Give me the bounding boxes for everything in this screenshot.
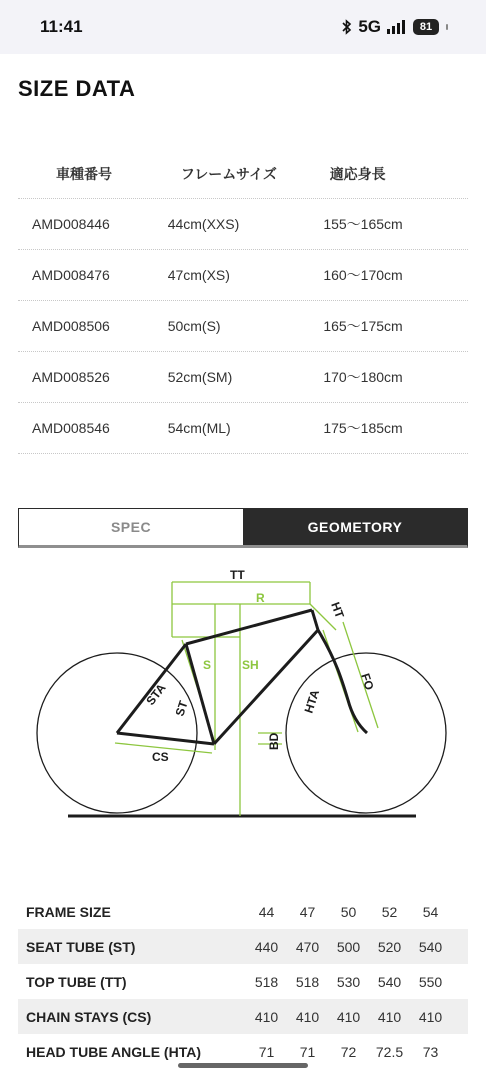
cell-value: 52 [381, 903, 398, 920]
table-row [18, 929, 468, 964]
label-sh: SH [242, 658, 259, 672]
cell-value: 410 [418, 1008, 443, 1025]
status-time: 11:41 [40, 17, 83, 36]
label-bd: BD [267, 732, 281, 750]
label-hta: HTA [301, 687, 323, 715]
label-st: ST [172, 699, 191, 718]
cell-value: 73 [422, 1043, 439, 1060]
cell-value: 71 [258, 1043, 275, 1060]
cell-value: 470 [295, 938, 320, 955]
label-r: R [256, 591, 265, 605]
cell-value: 47 [299, 903, 316, 920]
cell-value: 440 [254, 938, 279, 955]
label-tt: TT [230, 568, 245, 582]
battery-tip [446, 24, 448, 30]
table-row [18, 894, 468, 929]
table-row [18, 964, 468, 999]
cell-value: 518 [295, 973, 320, 990]
row-label: CHAIN STAYS (CS) [26, 1008, 152, 1025]
tab-geometry[interactable]: GEOMETORY [243, 509, 467, 545]
model-number: AMD008506 [32, 318, 110, 334]
network-type: 5G [358, 17, 381, 36]
height-range: 165〜175cm [323, 318, 403, 334]
label-cs: CS [152, 750, 169, 764]
battery-icon: 81 [413, 19, 439, 35]
cell-value: 530 [336, 973, 361, 990]
cell-value: 540 [418, 938, 443, 955]
cell-value: 500 [336, 938, 361, 955]
height-range: 160〜170cm [323, 267, 403, 283]
label-s: S [203, 658, 212, 672]
tab-spec[interactable]: SPEC [19, 509, 243, 545]
cell-value: 44 [258, 903, 275, 920]
cell-value: 520 [377, 938, 402, 955]
row-label: HEAD TUBE ANGLE (HTA) [26, 1043, 201, 1060]
model-number: AMD008446 [32, 216, 110, 232]
cell-value: 54 [422, 903, 439, 920]
row-label: FRAME SIZE [26, 903, 111, 920]
cell-value: 410 [254, 1008, 279, 1025]
geometry-table [18, 894, 468, 1069]
model-number: AMD008476 [32, 267, 110, 283]
frame-size: 47cm(XS) [167, 267, 230, 283]
frame-size: 50cm(S) [167, 318, 221, 334]
label-fo: FO [358, 671, 377, 692]
bike-frame [117, 610, 367, 744]
height-range: 170〜180cm [323, 369, 403, 385]
spec-geometry-tabs [18, 508, 468, 548]
size-table-header [18, 150, 468, 199]
bluetooth-icon [342, 19, 352, 35]
cell-value: 72.5 [375, 1043, 404, 1060]
model-number: AMD008526 [32, 369, 110, 385]
table-row [18, 999, 468, 1034]
label-sta: STA [143, 681, 169, 708]
header-frame-size: フレームサイズ [180, 166, 277, 182]
model-number: AMD008546 [32, 420, 110, 436]
geometry-diagram [0, 560, 486, 830]
cell-value: 72 [340, 1043, 357, 1060]
cell-value: 410 [377, 1008, 402, 1025]
height-range: 155〜165cm [323, 216, 403, 232]
row-label: TOP TUBE (TT) [26, 973, 127, 990]
header-height-range: 適応身長 [329, 166, 386, 182]
status-bar [0, 0, 486, 54]
table-row [18, 301, 468, 352]
frame-size: 44cm(XXS) [167, 216, 240, 232]
cell-value: 71 [299, 1043, 316, 1060]
cell-value: 410 [295, 1008, 320, 1025]
table-row [18, 250, 468, 301]
table-row [18, 403, 468, 454]
cell-value: 550 [418, 973, 443, 990]
cell-value: 540 [377, 973, 402, 990]
header-model-number: 車種番号 [56, 166, 112, 182]
cell-value: 410 [336, 1008, 361, 1025]
frame-size: 54cm(ML) [167, 420, 231, 436]
height-range: 175〜185cm [323, 420, 403, 436]
table-row [18, 352, 468, 403]
size-table [18, 150, 468, 454]
cell-value: 50 [340, 903, 357, 920]
table-row [18, 199, 468, 250]
label-ht: HT [328, 600, 347, 621]
status-icons [342, 17, 448, 37]
home-indicator[interactable] [178, 1063, 308, 1068]
signal-icon [387, 20, 407, 34]
cell-value: 518 [254, 973, 279, 990]
row-label: SEAT TUBE (ST) [26, 938, 136, 955]
frame-size: 52cm(SM) [167, 369, 233, 385]
page-title: SIZE DATA [18, 76, 136, 101]
